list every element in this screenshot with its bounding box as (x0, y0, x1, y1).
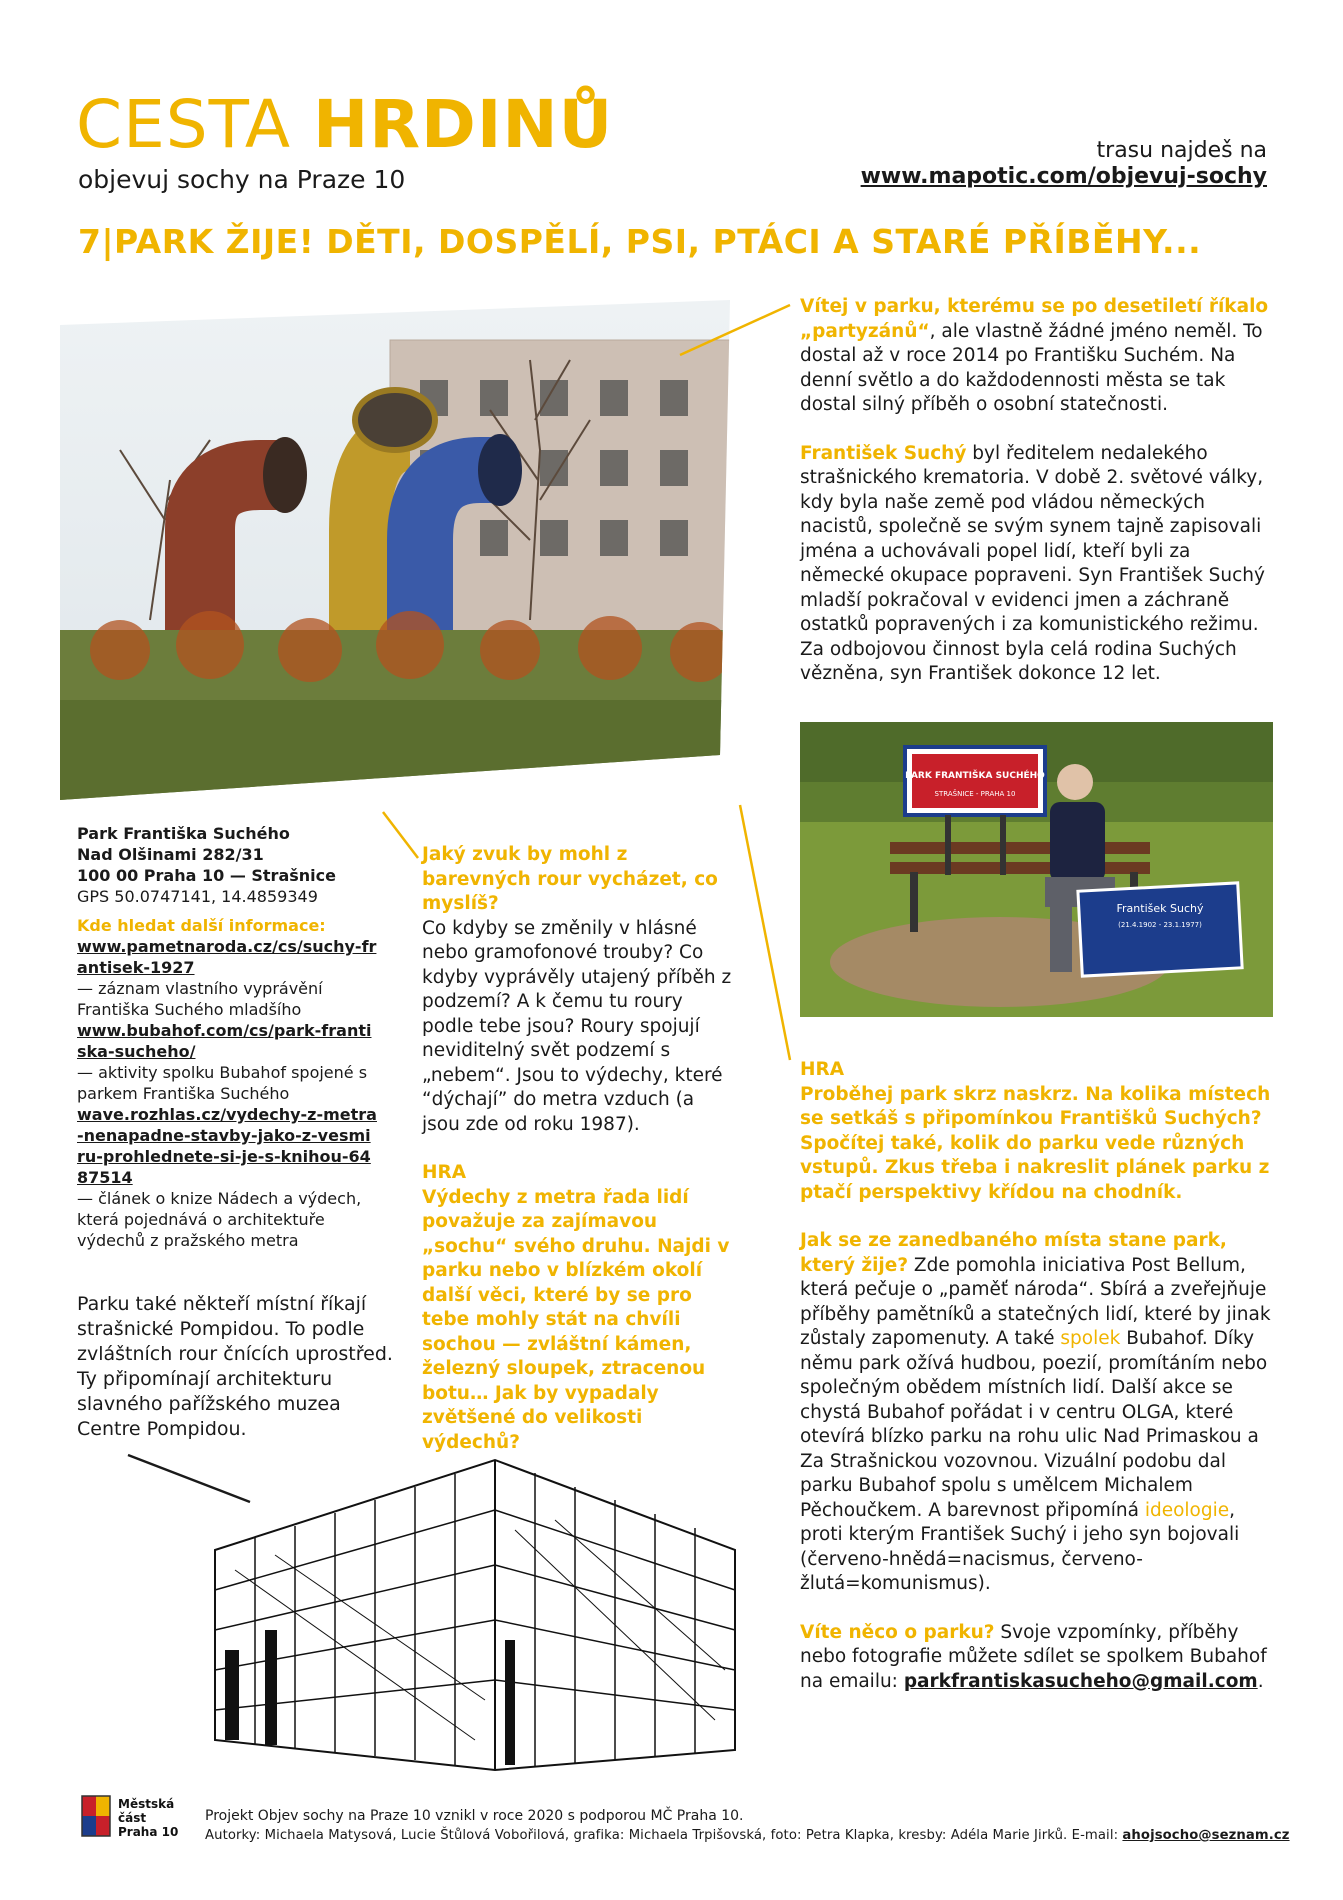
logo-line3: Praha 10 (118, 1825, 179, 1839)
link-bubahof-desc: — aktivity spolku Bubahof spojené s parkem Františka Suchého (77, 1063, 368, 1103)
more-info-heading: Kde hledat další informace: (77, 916, 326, 935)
link-rozhlas[interactable]: wave.rozhlas.cz/vydechy-z-metra-nenapadne-stavby-jako-z-vesmiru-prohlednete-si-je-s-knihou-6487514 (77, 1105, 377, 1187)
biography-paragraph (800, 442, 1280, 687)
park-gps: GPS 50.0747141, 14.4859349 (77, 887, 318, 906)
park-story-ideologie: ideologie (1144, 1499, 1230, 1521)
footer-project: Projekt Objev sochy na Praze 10 vznikl v roce 2020 s podporou MČ Praha 10. (205, 1808, 744, 1824)
logo-line1: Městská (118, 1797, 175, 1811)
park-story-b: Bubahof. Díky němu park ožívá hudbou, poezií, promítáním nebo společným obědem místních lidí. Další akce se chystá Bubahof pořádat i v centru OLGA, které otevírá blízko parku na rohu ulic Nad Primaskou a Za Strašnickou vozovnou. Vizuální podobu dal parku Bubahof spolu s umělcem Michalem Pěchoučkem. A barevnost připomíná (800, 1328, 1268, 1521)
biography-highlight: František Suchý (800, 442, 967, 464)
middle-text (422, 843, 734, 1455)
park-story-spolek: spolek (1060, 1328, 1121, 1349)
contact-text: Svoje vzpomínky, příběhy nebo fotografie můžete sdílet se spolkem Bubahof na emailu: (800, 1621, 1267, 1692)
centre-pompidou-drawing (195, 1440, 755, 1780)
right-game-text: Proběhej park skrz naskrz. Na kolika místech se setkáš s připomínkou Františků Suchých? Spočítej také, kolik do parku vede různých vstupů. Zkus třeba i nakreslit plánek parku z ptačí perspektivy křídou na chodník. (800, 1083, 1271, 1203)
intro-rest: , ale vlastně žádné jméno neměl. To dostal až v roce 2014 po Františku Suchém. Na denní světlo a do každodennosti města se tak dostal silný příběh o osobní statečnosti. (800, 320, 1263, 415)
sign-title: PARK FRANTIŠKA SUCHÉHO (905, 771, 1045, 781)
route-link[interactable]: www.mapotic.com/objevuj-sochy (860, 164, 1267, 189)
title-light: CESTA (76, 86, 313, 163)
footer-credits-text: Autorky: Michaela Matysová, Lucie Štůlová Vobořilová, grafika: Michaela Trpišovská, foto: Petra Klapka, kresby: Adéla Marie Jirků. E-mail: (205, 1828, 1123, 1843)
right-bottom-text (800, 1058, 1280, 1694)
biography-rest: byl ředitelem nedalekého strašnického krematoria. V době 2. světové války, kdy byla naše země pod vládou německých nacistů, společně se svým synem tajně zapisovali jména a uchovávali popel lidí, kteří byli za německé okupace popraveni. Syn František Suchý mladší pokračoval v evidenci jmen a záchraně ostatků popravených i za komunistického režimu. Za odbojovou činnost byla celá rodina Suchých vězněna, syn František dokonce 12 let. (800, 442, 1265, 684)
contact-highlight: Víte něco o parku? (800, 1621, 995, 1643)
title-bold: HRDINŮ (313, 86, 614, 163)
park-city: 100 00 Praha 10 — Strašnice (77, 866, 336, 885)
link-pametnaroda-desc: — záznam vlastního vyprávění Františka Suchého mladšího (77, 979, 323, 1019)
intro-highlight: Vítej v parku, kterému se po desetiletí říkalo „partyzánů“ (800, 296, 1269, 342)
park-story-paragraph (800, 1229, 1280, 1597)
question-paragraph (422, 843, 734, 1137)
pompidou-text: Parku také někteří místní říkají strašnické Pompidou. To podle zvláštních rour čnících uprostřed. Ty připomínají architekturu slavného pařížského muzea Centre Pompidou. (77, 1293, 393, 1440)
question-highlight: Jaký zvuk by mohl z barevných rour vycházet, co myslíš? (422, 844, 718, 914)
question-rest: Co kdyby se změnily v hlásné nebo gramofonové trouby? Co kdyby vyprávěly utajený příběh z podzemí? A k čemu tu roury podle tebe jsou? Roury spojují neviditelný svět podzemí s „nebem“. Jsou to výdechy, které “dýchají” do metra vzduch (a jsou zde od roku 1987). (422, 917, 732, 1135)
plaque-dates: (21.4.1902 - 23.1.1977) (1118, 921, 1202, 929)
link-rozhlas-desc: — článek o knize Nádech a výdech, která pojednává o architektuře výdechů z pražského metra (77, 1189, 362, 1250)
right-game (800, 1058, 1280, 1205)
park-story-a: Zde pomohla iniciativa Post Bellum, která pečuje o „paměť národa“. Sbírá a zveřejňuje příběhy pamětníků a statečných lidí, které by jinak zůstaly zapomenuty. A také (800, 1254, 1271, 1349)
contact-paragraph (800, 1621, 1280, 1695)
plaque-name: František Suchý (1116, 902, 1204, 915)
middle-game (422, 1161, 734, 1455)
contact-email[interactable]: parkfrantiskasucheho@gmail.com (903, 1670, 1258, 1692)
praha10-logo (78, 1790, 196, 1852)
park-bench-photo (800, 722, 1273, 1017)
middle-game-text: Výdechy z metra řada lidí považuje za zajímavou „sochu“ svého druhu. Najdi v parku nebo v blízkém okolí další věci, které by se pro tebe mohly stát na chvíli sochou — zvláštní kámen, železný sloupek, ztracenou botu… Jak by vypadaly zvětšené do velikosti výdechů? (422, 1186, 730, 1453)
link-bubahof[interactable]: www.bubahof.com/cs/park-frantiska-sucheho/ (77, 1021, 372, 1061)
link-pametnaroda[interactable]: www.pametnaroda.cz/cs/suchy-frantisek-1927 (77, 937, 377, 977)
park-story-highlight: Jak se ze zanedbaného místa stane park, který žije? (800, 1230, 1227, 1276)
sign-sub: STRAŠNICE - PRAHA 10 (934, 790, 1016, 798)
page-subtitle: objevuj sochy na Praze 10 (78, 165, 406, 194)
contact-end: . (1257, 1670, 1264, 1692)
middle-game-label: HRA (422, 1162, 467, 1183)
park-story-c: , proti kterým František Suchý i jeho syn bojovali (červeno-hnědá=nacismus, červeno-žlutá=komunismus). (800, 1499, 1240, 1594)
footer-email[interactable]: ahojsocho@seznam.cz (1122, 1828, 1290, 1843)
park-name: Park Františka Suchého (77, 824, 290, 843)
park-street: Nad Olšinami 282/31 (77, 845, 264, 864)
intro-paragraph (800, 295, 1280, 418)
right-top-text (800, 295, 1280, 687)
chapter-heading: 7|PARK ŽIJE! DĚTI, DOSPĚLÍ, PSI, PTÁCI A STARÉ PŘÍBĚHY... (78, 222, 1202, 261)
right-game-label: HRA (800, 1059, 845, 1080)
park-info (77, 823, 377, 1251)
logo-line2: část (118, 1811, 147, 1825)
footer-credits (205, 1828, 1290, 1843)
route-label: trasu najdeš na (1096, 138, 1267, 163)
